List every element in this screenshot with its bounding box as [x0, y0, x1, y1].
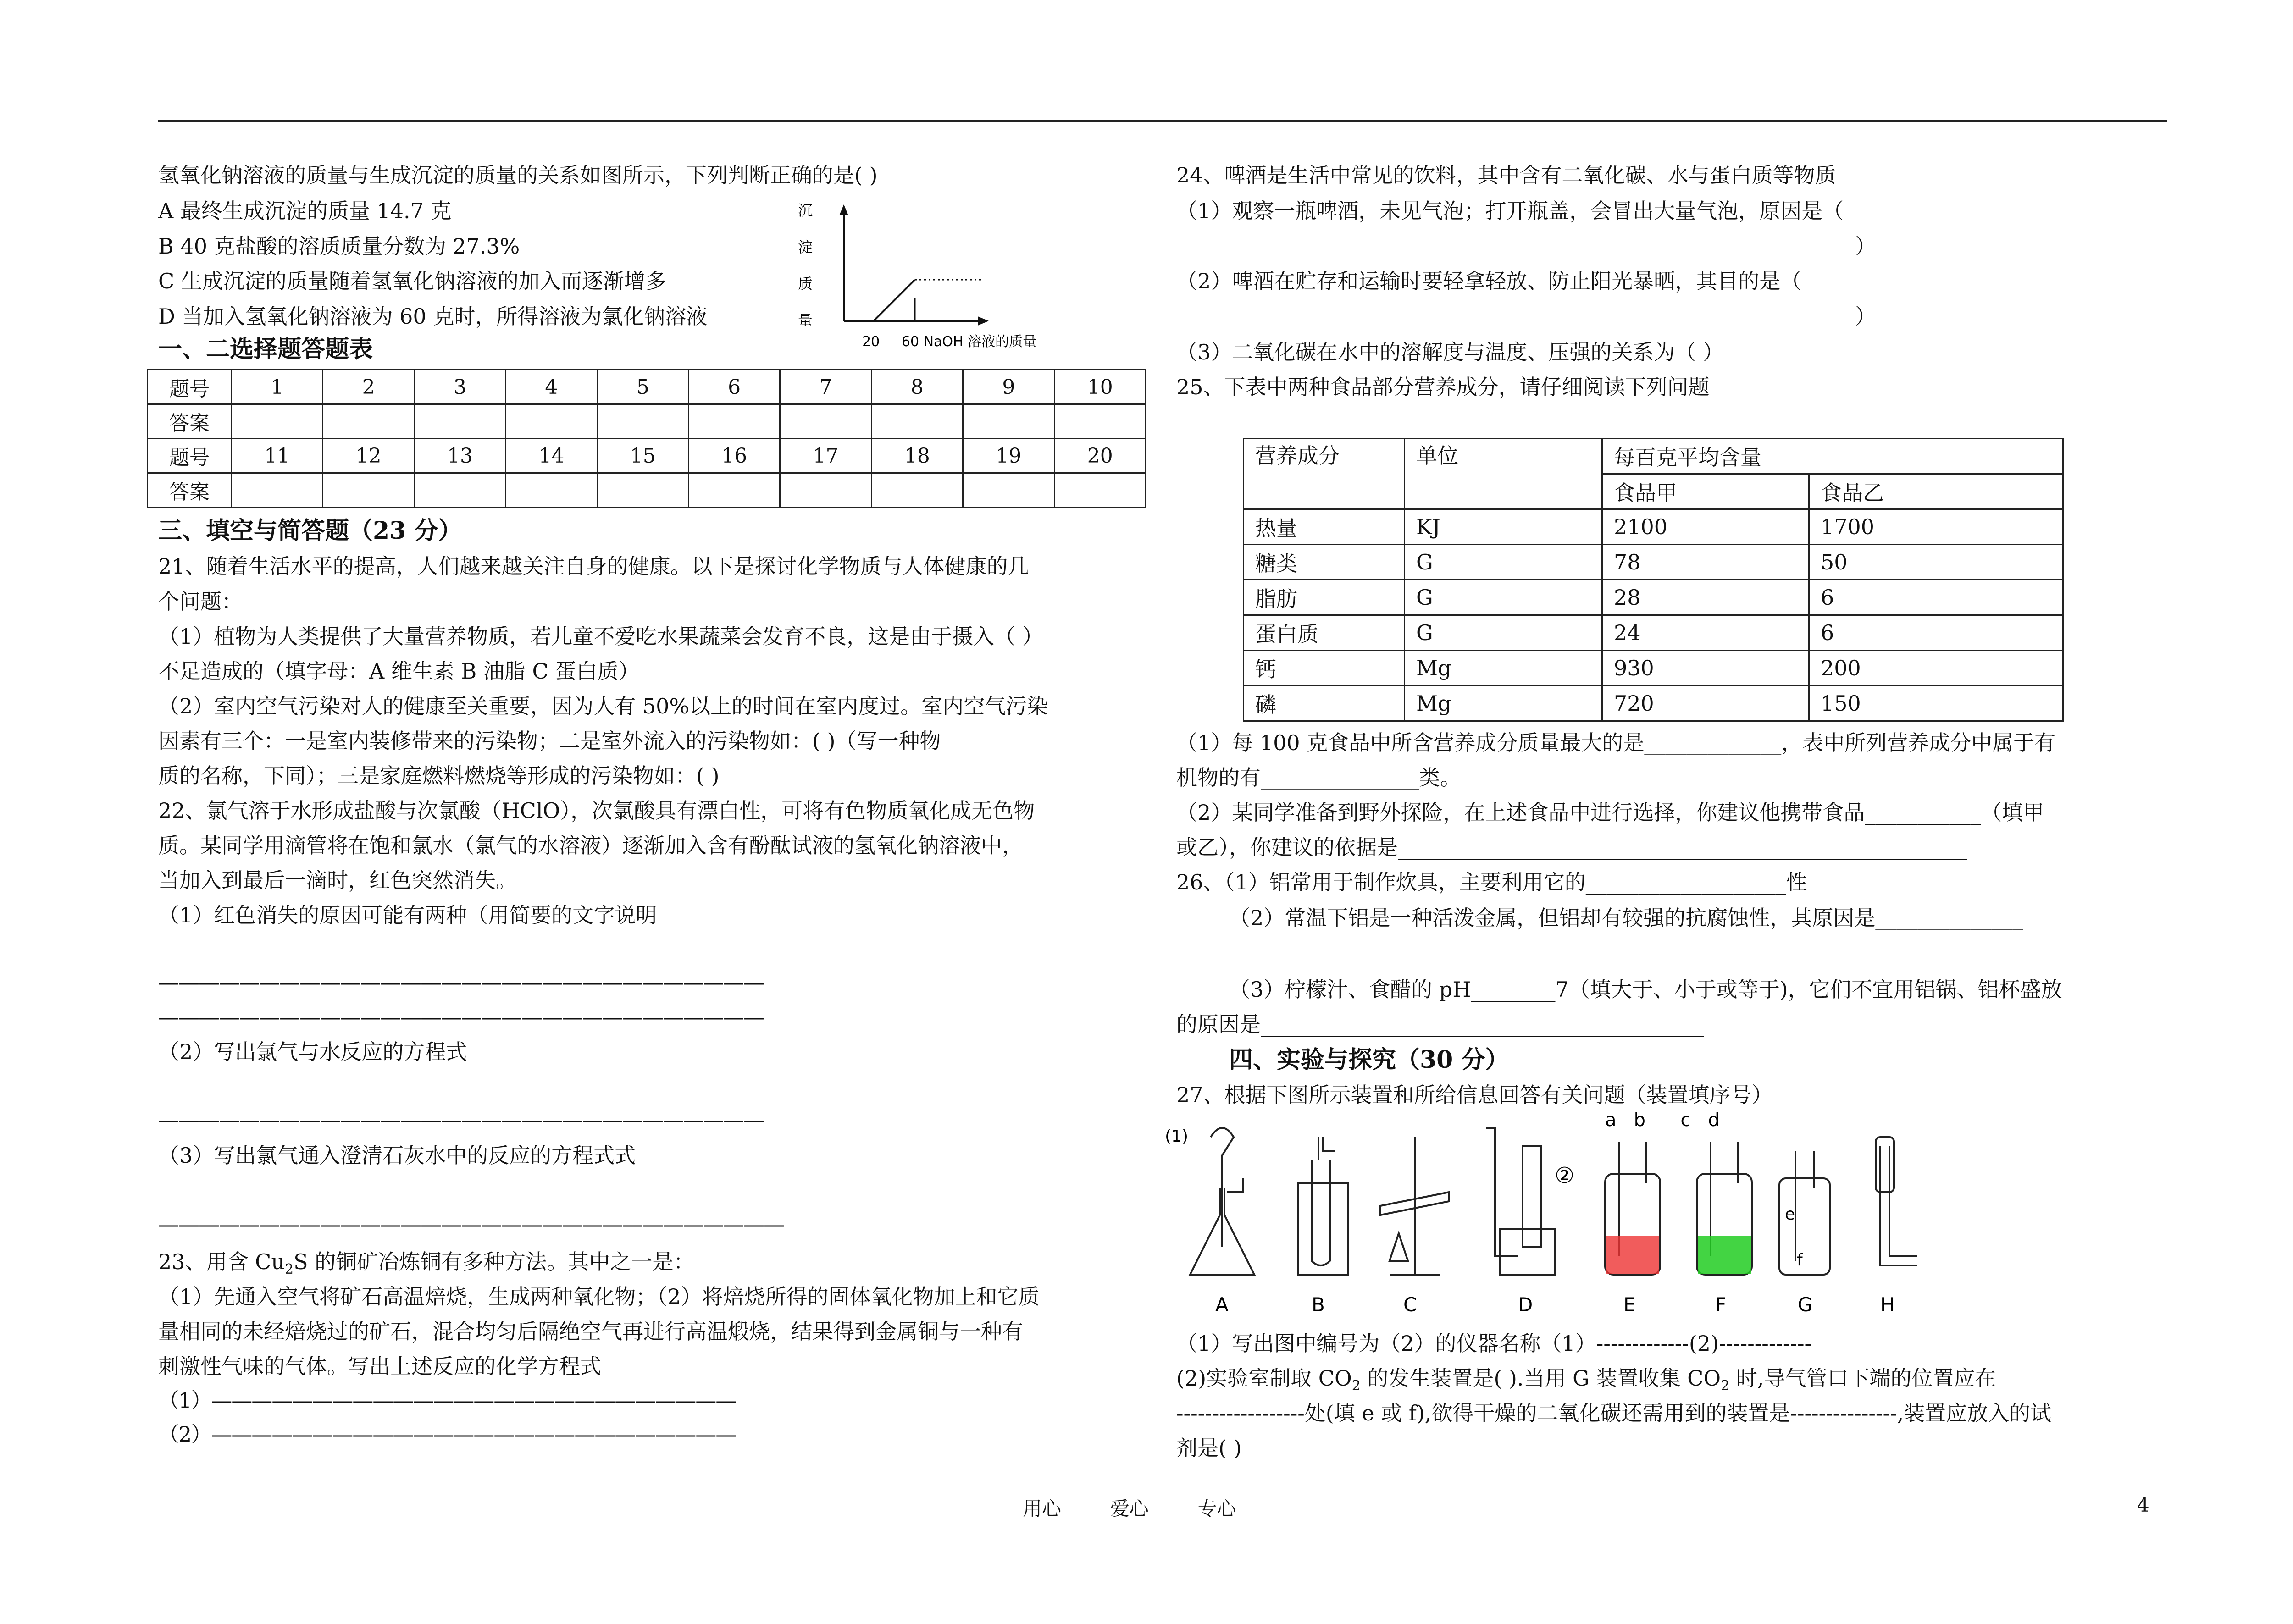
table-cell: 5 — [597, 370, 688, 404]
table-cell: 1700 — [1809, 509, 2063, 545]
table-cell: 脂肪 — [1244, 580, 1405, 615]
answer-cell[interactable] — [688, 473, 780, 508]
table-cell: 题号 — [148, 439, 232, 473]
liquid-f-green — [1698, 1236, 1751, 1274]
bottle-g-icon — [1779, 1178, 1830, 1275]
q22-part2: （2）写出氯气与水反应的方程式 — [158, 1039, 467, 1064]
table-cell: 答案 — [148, 404, 232, 439]
subscript: 2 — [1721, 1378, 1730, 1394]
table-cell: 4 — [506, 370, 597, 404]
table-cell: 8 — [871, 370, 963, 404]
footer-motto: 用心 爱心 专心 — [1023, 1497, 1236, 1520]
funnel-a-icon — [1211, 1128, 1234, 1247]
table-cell: 9 — [963, 370, 1054, 404]
q25-part1a: （1）每 100 克食品中所含营养成分质量最大的是_____________，表中所列营养成分中属于有 — [1176, 730, 2056, 755]
table-cell: 20 — [1054, 439, 1146, 473]
tubes-g-icon — [1795, 1151, 1814, 1261]
answer-cell[interactable] — [963, 404, 1054, 439]
section3-title: 三、填空与简答题（23 分） — [158, 517, 462, 545]
table-row — [1244, 509, 2063, 545]
label-a: A — [1215, 1293, 1229, 1316]
trough-d-icon — [1500, 1229, 1555, 1275]
q23-text-b: S 的铜矿冶炼铜有多种方法。其中之一是： — [294, 1249, 695, 1274]
bulb-h-icon — [1876, 1137, 1894, 1192]
tube-b-icon — [1312, 1160, 1330, 1265]
q24-part2: （2）啤酒在贮存和运输时要轻拿轻放、防止阳光暴晒，其目的是（ — [1176, 269, 1802, 293]
q21-line2: 个问题： — [158, 589, 243, 614]
x-axis-arrow — [978, 316, 989, 326]
q22-line3: 当加入到最后一滴时，红色突然消失。 — [158, 868, 517, 893]
table-cell: 28 — [1602, 580, 1809, 615]
table-cell: 19 — [963, 439, 1054, 473]
answer-cell[interactable] — [871, 404, 963, 439]
q27-part1: （1）写出图中编号为（2）的仪器名称（1）-------------(2)------------- — [1176, 1331, 1812, 1356]
q23-answer-1[interactable]: （1）—————————————————————————— — [158, 1388, 736, 1413]
answer-cell[interactable] — [688, 404, 780, 439]
answer-cell[interactable] — [1054, 404, 1146, 439]
q26-part3b: 的原因是__________________________________________ — [1176, 1012, 1704, 1037]
lab-apparatus-diagram — [1165, 1110, 1954, 1330]
label-g-caption: G — [1798, 1293, 1813, 1316]
q27-part3: ------------------处(填 e 或 f),欲得干燥的二氧化碳还需用到的装置是---------------,装置应放入的试 — [1176, 1401, 2052, 1425]
jar-d-icon — [1523, 1146, 1541, 1247]
precipitate-graph — [789, 202, 1082, 358]
answer-cell[interactable] — [414, 404, 505, 439]
q23-line2: （1）先通入空气将矿石高温焙烧，生成两种氧化物；（2）将焙烧所得的固体氧化物加上和它质 — [158, 1284, 1040, 1309]
delivery-tube-d-icon — [1486, 1128, 1518, 1256]
table-header-cell: 每百克平均含量 — [1602, 439, 2063, 474]
q21-part2b: 因素有三个：一是室内装修带来的污染物；二是室外流入的污染物如：( )（写一种物 — [158, 729, 941, 753]
table-cell: Mg — [1405, 651, 1602, 686]
table-row — [148, 439, 1146, 473]
q25-line1: 25、下表中两种食品部分营养成分，请仔细阅读下列问题 — [1176, 375, 1710, 399]
graph-rising-line — [874, 280, 915, 321]
answer-cell[interactable] — [232, 473, 323, 508]
table-cell: 24 — [1602, 615, 1809, 651]
lamp-c-icon — [1390, 1233, 1408, 1261]
q24-part2-close: ） — [1855, 304, 1876, 329]
answer-cell[interactable] — [506, 404, 597, 439]
question-intro: 氢氧化钠溶液的质量与生成沉淀的质量的关系如图所示，下列判断正确的是( ) — [158, 163, 878, 188]
q21-part2c: 质的名称，下同）；三是家庭燃料燃烧等形成的污染物如：( ) — [158, 763, 720, 788]
table-header-cell: 营养成分 — [1244, 439, 1405, 509]
answer-cell[interactable] — [323, 404, 414, 439]
label-d: D — [1518, 1293, 1533, 1316]
answer-line[interactable]: ——————————————————————————————— — [158, 1212, 784, 1237]
liquid-e-red — [1606, 1236, 1659, 1274]
table-cell: 6 — [1809, 615, 2063, 651]
table-row — [148, 404, 1146, 439]
table-cell: G — [1405, 615, 1602, 651]
label-h-caption: H — [1880, 1293, 1895, 1316]
label-f-caption: F — [1715, 1293, 1727, 1316]
stand-c-icon — [1390, 1137, 1440, 1275]
table-cell: 1 — [232, 370, 323, 404]
table-cell: 11 — [232, 439, 323, 473]
option-c: C 生成沉淀的质量随着氢氧化钠溶液的加入而逐渐增多 — [158, 269, 666, 293]
table-header-cell: 食品甲 — [1602, 474, 1809, 509]
table-cell: 50 — [1809, 545, 2063, 580]
q22-part3: （3）写出氯气通入澄清石灰水中的反应的方程式式 — [158, 1143, 636, 1168]
tube-h-icon — [1880, 1146, 1917, 1265]
q21-part1b: 不足造成的（填字母：A 维生素 B 油脂 C 蛋白质） — [158, 659, 640, 684]
table-cell: 720 — [1602, 686, 1809, 721]
q21-line1: 21、随着生活水平的提高，人们越来越关注自身的健康。以下是探讨化学物质与人体健康的几 — [158, 554, 1029, 579]
label-abcd: a b c d — [1605, 1110, 1720, 1131]
option-a: A 最终生成沉淀的质量 14.7 克 — [158, 199, 452, 223]
table-cell: 200 — [1809, 651, 2063, 686]
q23-line3: 量相同的未经焙烧过的矿石，混合均匀后隔绝空气再进行高温煅烧，结果得到金属铜与一种有 — [158, 1319, 1023, 1344]
table-cell: 钙 — [1244, 651, 1405, 686]
table-cell: 糖类 — [1244, 545, 1405, 580]
answer-cell[interactable] — [597, 473, 688, 508]
table-cell: Mg — [1405, 686, 1602, 721]
y-label-2: 淀 — [798, 238, 813, 256]
y-axis-arrow — [839, 204, 848, 215]
nutrition-table — [1243, 438, 2064, 722]
table-cell: 6 — [688, 370, 780, 404]
table-cell: 13 — [414, 439, 505, 473]
table-cell: 16 — [688, 439, 780, 473]
table-cell: 题号 — [148, 370, 232, 404]
table-cell: 12 — [323, 439, 414, 473]
beaker-b-icon — [1298, 1183, 1348, 1275]
answer-cell[interactable] — [963, 473, 1054, 508]
label-e: e — [1785, 1205, 1795, 1224]
q27-text-c: 时,导气管口下端的位置应在 — [1729, 1366, 1996, 1391]
answer-cell[interactable] — [232, 404, 323, 439]
option-d: D 当加入氢氧化钠溶液为 60 克时，所得溶液为氯化钠溶液 — [158, 304, 708, 329]
q25-part2a: （2）某同学准备到野外探险，在上述食品中进行选择，你建议他携带食品___________（填甲 — [1176, 800, 2044, 825]
table-cell: 930 — [1602, 651, 1809, 686]
table-cell: 热量 — [1244, 509, 1405, 545]
q26-part3a: （3）柠檬汁、食醋的 pH________7（填大于、小于或等于)，它们不宜用铝锅、铝杯盛放 — [1229, 977, 2062, 1002]
label-num2: ② — [1555, 1163, 1575, 1188]
q26-part1: 26、（1）铝常用于制作炊具，主要利用它的___________________性 — [1176, 870, 1807, 895]
answer-line[interactable]: —————————————————————————————— — [158, 1107, 764, 1132]
q25-part2b: 或乙），你建议的依据是______________________________________________________ — [1176, 835, 1967, 860]
q24-part1: （1）观察一瓶啤酒，未见气泡；打开瓶盖，会冒出大量气泡，原因是（ — [1176, 199, 1844, 223]
subscript: 2 — [1351, 1378, 1361, 1394]
q23-answer-2[interactable]: （2）—————————————————————————— — [158, 1422, 736, 1447]
table-row — [1244, 545, 2063, 580]
table-cell: 6 — [1809, 580, 2063, 615]
table-cell: G — [1405, 545, 1602, 580]
q27-line1: 27、根据下图所示装置和所给信息回答有关问题（装置填序号） — [1176, 1083, 1773, 1107]
table-cell: 蛋白质 — [1244, 615, 1405, 651]
q23-line1 — [158, 1248, 694, 1283]
label-c: C — [1403, 1293, 1417, 1316]
q26-part2b: ______________________________________________ — [1229, 937, 1714, 961]
table-header-cell: 食品乙 — [1809, 474, 2063, 509]
section4-title: 四、实验与探究（30 分） — [1229, 1046, 1509, 1074]
q21-part1a: （1）植物为人类提供了大量营养物质，若儿童不爱吃水果蔬菜会发育不良，这是由于摄入（ ） — [158, 624, 1043, 649]
y-label-3: 质 — [798, 275, 813, 293]
q25-part1b: 机物的有_______________类。 — [1176, 765, 1461, 790]
q22-line1: 22、氯气溶于水形成盐酸与次氯酸（HClO），次氯酸具有漂白性，可将有色物质氧化成无色物 — [158, 798, 1035, 823]
x-axis-label: 20 60 NaOH 溶液的质量 — [862, 334, 1037, 350]
answer-line[interactable]: —————————————————————————————— — [158, 1005, 764, 1029]
answer-line[interactable]: —————————————————————————————— — [158, 970, 764, 994]
y-label-1: 沉 — [798, 202, 813, 219]
table-cell: 17 — [780, 439, 871, 473]
table-row — [148, 370, 1146, 404]
label-num1: (1) — [1165, 1127, 1188, 1146]
funnel-b-icon — [1318, 1137, 1335, 1160]
q22-line2: 质。某同学用滴管将在饱和氯水（氯气的水溶液）逐渐加入含有酚酞试液的氢氧化钠溶液中， — [158, 833, 1023, 858]
label-b: B — [1312, 1293, 1325, 1316]
page-number: 4 — [2137, 1494, 2149, 1516]
table-cell: 3 — [414, 370, 505, 404]
table-cell: 14 — [506, 439, 597, 473]
q26-part2: （2）常温下铝是一种活泼金属，但铝却有较强的抗腐蚀性，其原因是______________ — [1229, 906, 2023, 930]
q27-part2 — [1176, 1364, 1996, 1400]
tube-a-icon — [1227, 1178, 1243, 1192]
answer-cell[interactable] — [323, 473, 414, 508]
table-cell: 磷 — [1244, 686, 1405, 721]
answer-cell[interactable] — [780, 404, 871, 439]
q24-part1-close: ） — [1855, 234, 1876, 259]
q24-part3: （3）二氧化碳在水中的溶解度与温度、压强的关系为（ ） — [1176, 340, 1724, 365]
table-cell: 18 — [871, 439, 963, 473]
table-row — [1244, 439, 2063, 474]
header-rule — [158, 120, 2167, 122]
table-cell: G — [1405, 580, 1602, 615]
table-cell: KJ — [1405, 509, 1602, 545]
table-cell: 150 — [1809, 686, 2063, 721]
q27-text-a: (2)实验室制取 CO — [1176, 1366, 1352, 1391]
table-cell: 答案 — [148, 473, 232, 508]
answer-table — [147, 369, 1146, 508]
q23-text-a: 23、用含 Cu — [158, 1249, 285, 1274]
table-header-cell: 单位 — [1405, 439, 1602, 509]
table-row — [1244, 651, 2063, 686]
answer-cell[interactable] — [506, 473, 597, 508]
answer-cell[interactable] — [780, 473, 871, 508]
y-label-4: 量 — [798, 312, 813, 329]
q24-line1: 24、啤酒是生活中常见的饮料，其中含有二氧化碳、水与蛋白质等物质 — [1176, 163, 1836, 188]
table-cell: 78 — [1602, 545, 1809, 580]
table-cell: 2 — [323, 370, 414, 404]
table-row — [1244, 686, 2063, 721]
table-cell: 15 — [597, 439, 688, 473]
answer-cell[interactable] — [1054, 473, 1146, 508]
option-b: B 40 克盐酸的溶质质量分数为 27.3% — [158, 234, 520, 259]
q27-part4: 剂是( ) — [1176, 1436, 1242, 1460]
label-f: f — [1797, 1251, 1803, 1270]
subscript: 2 — [284, 1261, 294, 1278]
table-cell: 2100 — [1602, 509, 1809, 545]
answer-cell[interactable] — [414, 473, 505, 508]
table-row — [148, 473, 1146, 508]
q21-part2a: （2）室内空气污染对人的健康至关重要，因为人有 50%以上的时间在室内度过。室内空气污染 — [158, 694, 1048, 718]
answer-cell[interactable] — [597, 404, 688, 439]
table-cell: 7 — [780, 370, 871, 404]
q23-line4: 刺激性气味的气体。写出上述反应的化学方程式 — [158, 1354, 601, 1379]
table-row — [1244, 580, 2063, 615]
q22-part1: （1）红色消失的原因可能有两种（用简要的文字说明 — [158, 903, 657, 928]
table-row — [1244, 615, 2063, 651]
label-e-caption: E — [1623, 1293, 1636, 1316]
q27-text-b: 的发生装置是( ).当用 G 装置收集 CO — [1360, 1366, 1721, 1391]
answer-cell[interactable] — [871, 473, 963, 508]
table-cell: 10 — [1054, 370, 1146, 404]
answer-table-title: 一、二选择题答题表 — [158, 335, 373, 363]
